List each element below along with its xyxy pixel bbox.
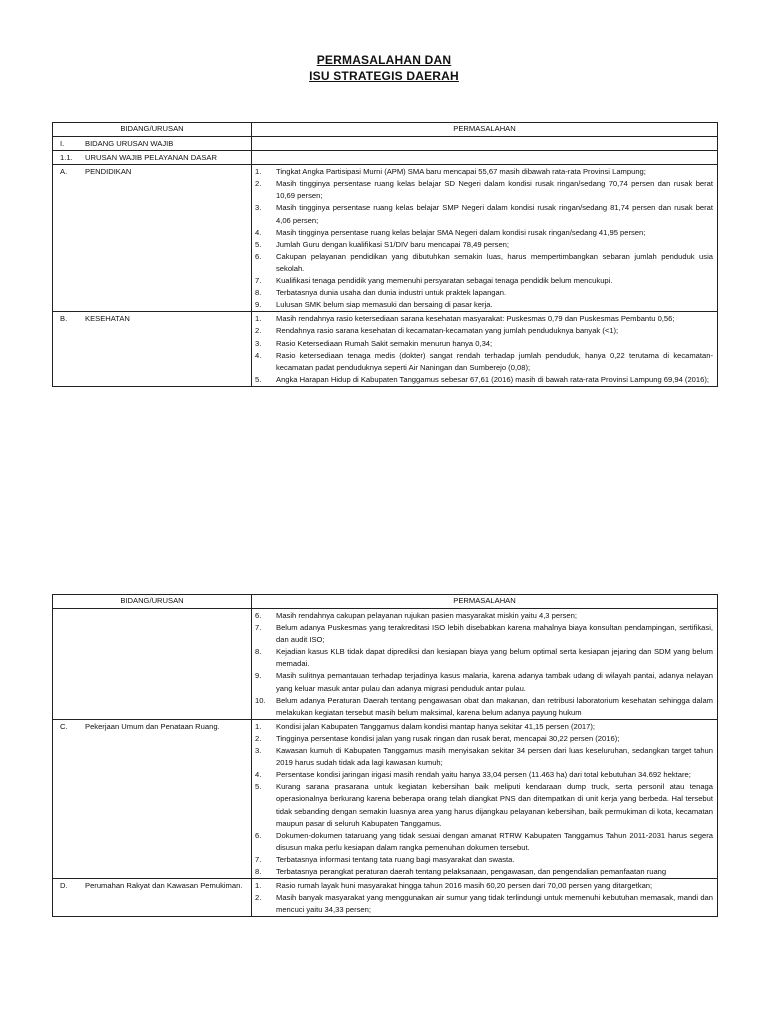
item-text: Masih tingginya persentase ruang kelas belajar SMP Negeri dalam kondisi rusak ringan/sedang 81,74 persen dan rusak berat 4,06 persen; [276, 203, 713, 225]
item-text: Persentase kondisi jaringan irigasi masih rendah yaitu hanya 33,04 persen (11.463 ha) dari total kebutuhan 34.692 hektare; [276, 770, 691, 780]
item-text: Kejadian kasus KLB tidak dapat diprediksi dan kesiapan biaya yang belum optimal serta kesiapan jejaring dan SDM yang belum memadai. [276, 647, 713, 669]
item-number: 3. [255, 746, 262, 756]
item-number: 1. [255, 881, 262, 891]
item-number: 1. [255, 167, 262, 177]
item-number: 8. [255, 288, 262, 298]
section-label: BIDANG URUSAN WAJIB [85, 139, 174, 148]
issues-table-page-2 [52, 594, 718, 917]
item-number: 8. [255, 647, 262, 657]
item-number: 2. [255, 733, 262, 743]
list-item [252, 166, 717, 178]
section-number: 1.1. [60, 153, 73, 163]
item-text: Rasio Ketersediaan Rumah Sakit semakin menurun hanya 0,34; [276, 338, 493, 348]
item-text: Rendahnya rasio sarana kesehatan di kecamatan-kecamatan yang jumlah penduduknya banyak (<1); [276, 326, 619, 336]
item-text: Kurang sarana prasarana untuk kegiatan kebersihan baik meliputi kendaraan dump truck, serta personil atau tenaga operasionalnya berkurang karena beberapa orang telah diangkat PNS dan ditempatkan di unit kerja yang berbeda. Hal tersebut tidak sebanding dengan semakin luasnya area yang harus dijangkau pelayanan kebersihan, baik permukiman di kota, kecamatan maupun pasar di seluruh Kabupaten Tanggamus. [276, 782, 713, 828]
header-permasalahan: PERMASALAHAN [252, 123, 718, 137]
table-header-row [53, 595, 718, 609]
item-number: 3. [255, 338, 262, 348]
list-item [252, 325, 717, 337]
item-number: 4. [255, 227, 262, 237]
item-number: 9. [255, 671, 262, 681]
list-item [252, 178, 717, 202]
category-number: C. [60, 721, 68, 731]
list-item [252, 275, 717, 287]
issue-list [252, 166, 717, 311]
item-number: 6. [255, 611, 262, 620]
section-row [53, 137, 718, 151]
item-text: Masih rendahnya rasio ketersediaan sarana kesehatan masyarakat: Puskesmas 0,79 dan Puskesmas Pembantu 0,56; [276, 314, 675, 324]
item-number: 6. [255, 251, 262, 261]
item-text: Belum adanya Puskesmas yang terakreditasi ISO lebih disebabkan karena mahalnya biaya konsultan pendampingan, sertifikasi, dan audit ISO; [276, 623, 713, 645]
item-number: 2. [255, 893, 262, 903]
table-row-pendidikan [53, 165, 718, 312]
list-item [252, 854, 717, 866]
list-item [252, 239, 717, 251]
issue-list [252, 313, 717, 386]
list-item [252, 622, 717, 646]
item-number: 2. [255, 326, 262, 336]
item-text: Dokumen-dokumen tataruang yang tidak sesuai dengan amanat RTRW Kabupaten Tanggamus Tahun 2011-2031 harus segera disusun maka perlu kesiapan dalam rangka pemenuhan dokumen tersebut. [276, 830, 713, 852]
list-item [252, 781, 717, 829]
item-number: 3. [255, 203, 262, 213]
item-text: Terbatasnya dunia usaha dan dunia industri untuk praktek lapangan. [276, 288, 507, 298]
list-item [252, 251, 717, 275]
item-text: Rasio rumah layak huni masyarakat hingga tahun 2016 masih 60,20 persen dari 70,00 persen yang ditargetkan; [276, 881, 653, 891]
item-text: Belum adanya Peraturan Daerah tentang pengawasan obat dan makanan, dan retribusi laboratorium kesehatan sehingga dalam melakukan kegiatan tersebut masih belum maksimal, karena belum adanya payung hukum [276, 695, 713, 717]
item-text: Kawasan kumuh di Kabupaten Tanggamus masih menyisakan sekitar 34 persen dari luas keseluruhan, sedangkan target tahun 2019 harus sudah tidak ada lagi kawasan kumuh; [276, 746, 713, 768]
document-title [0, 52, 768, 84]
list-item [252, 892, 717, 916]
item-text: Kondisi jalan Kabupaten Tanggamus dalam kondisi mantap hanya sekitar 41,15 persen (2017); [276, 721, 596, 731]
list-item [252, 299, 717, 311]
title-line-2: ISU STRATEGIS DAERAH [309, 69, 459, 83]
section-label: URUSAN WAJIB PELAYANAN DASAR [85, 153, 217, 163]
item-text: Kualifikasi tenaga pendidik yang memenuhi persyaratan sebagai tenaga pendidik belum mencukupi. [276, 276, 613, 286]
item-number: 1. [255, 721, 262, 731]
item-number: 5. [255, 239, 262, 249]
item-text: Masih tingginya persentase ruang kelas belajar SMA Negeri dalam kondisi rusak ringan/sedang 41,95 persen; [276, 227, 646, 237]
issue-list [252, 610, 717, 719]
list-item [252, 646, 717, 670]
category-label: Perumahan Rakyat dan Kawasan Pemukiman. [85, 881, 243, 891]
category-label: KESEHATAN [85, 314, 130, 324]
category-number: A. [60, 167, 68, 177]
item-text: Masih tingginya persentase ruang kelas belajar SD Negeri dalam kondisi rusak ringan/sedang 70,74 persen dan rusak berat 10,69 persen; [276, 179, 713, 201]
item-text: Masih banyak masyarakat yang menggunakan air sumur yang tidak terlindungi untuk memenuhi kebutuhan memasak, mandi dan mencuci yaitu 34,33 persen; [276, 893, 713, 915]
list-item [252, 350, 717, 374]
category-label: PENDIDIKAN [85, 167, 132, 177]
category-number: D. [60, 881, 68, 891]
item-number: 8. [255, 866, 262, 876]
list-item [252, 866, 717, 878]
table-row-pekerjaan-umum [53, 719, 718, 878]
table-header-row [53, 123, 718, 137]
list-item [252, 721, 717, 733]
table-row-kesehatan [53, 312, 718, 387]
issues-table-page-1 [52, 122, 718, 387]
item-number: 6. [255, 830, 262, 840]
list-item [252, 374, 717, 386]
item-text: Terbatasnya perangkat peraturan daerah tentang pelaksanaan, pengawasan, dan pengendalian pemanfaatan ruang [276, 866, 667, 876]
list-item [252, 610, 717, 622]
section-row [53, 151, 718, 165]
item-text: Jumlah Guru dengan kualifikasi S1/DIV baru mencapai 78,49 persen; [276, 239, 510, 249]
item-text: Terbatasnya informasi tentang tata ruang bagi masyarakat dan swasta. [276, 854, 515, 864]
item-text: Tingginya persentase kondisi jalan yang rusak ringan dan rusak berat, mencapai 30,22 persen (2016); [276, 733, 620, 743]
category-number: B. [60, 314, 68, 324]
item-number: 4. [255, 770, 262, 780]
item-text: Masih rendahnya cakupan pelayanan rujukan pasien masyarakat miskin yaitu 4,3 persen; [276, 611, 577, 620]
item-number: 5. [255, 782, 262, 792]
item-number: 7. [255, 623, 262, 633]
list-item [252, 287, 717, 299]
item-text: Masih sulitnya pemantauan terhadap terjadinya kasus malaria, karena adanya tambak udang di wilayah pantai, adanya nelayan yang keluar masuk antar pulau dan adanya migrasi penduduk antar pulau. [276, 671, 713, 693]
issue-list [252, 721, 717, 878]
list-item [252, 745, 717, 769]
section-number: I. [60, 139, 65, 148]
item-number: 5. [255, 374, 262, 384]
item-text: Angka Harapan Hidup di Kabupaten Tanggamus sebesar 67,61 (2016) masih di bawah rata-rata Provinsi Lampung 69,94 (2016); [276, 374, 709, 384]
item-number: 9. [255, 300, 262, 310]
item-text: Cakupan pelayanan pendidikan yang dibutuhkan semakin luas, harus mempertimbangkan sebaran jumlah penduduk usia sekolah. [276, 251, 713, 273]
item-number: 1. [255, 314, 262, 324]
item-text: Tingkat Angka Partisipasi Murni (APM) SMA baru mencapai 55,67 masih dibawah rata-rata Provinsi Lampung; [276, 167, 646, 177]
header-bidang: BIDANG/URUSAN [53, 595, 252, 609]
category-label: Pekerjaan Umum dan Penataan Ruang. [85, 721, 220, 731]
list-item [252, 338, 717, 350]
table-row-kesehatan-cont [53, 609, 718, 720]
list-item [252, 733, 717, 745]
list-item [252, 769, 717, 781]
item-number: 7. [255, 276, 262, 286]
item-number: 4. [255, 350, 262, 360]
item-number: 10. [255, 695, 266, 705]
header-permasalahan: PERMASALAHAN [252, 595, 718, 609]
item-number: 2. [255, 179, 262, 189]
title-line-1: PERMASALAHAN DAN [316, 53, 452, 67]
item-number: 7. [255, 854, 262, 864]
item-text: Rasio ketersediaan tenaga medis (dokter) sangat rendah terhadap jumlah penduduk, hanya 0,22 terutama di kecamatan-kecamatan padat penduduknya seperti Air Naningan dan Sumberejo (0,08); [276, 350, 713, 372]
list-item [252, 695, 717, 719]
list-item [252, 830, 717, 854]
issue-list [252, 880, 717, 916]
list-item [252, 880, 717, 892]
list-item [252, 202, 717, 226]
header-bidang: BIDANG/URUSAN [53, 123, 252, 137]
item-text: Lulusan SMK belum siap memasuki dan bersaing di pasar kerja. [276, 300, 493, 310]
table-row-perumahan [53, 879, 718, 917]
list-item [252, 313, 717, 325]
list-item [252, 670, 717, 694]
list-item [252, 227, 717, 239]
